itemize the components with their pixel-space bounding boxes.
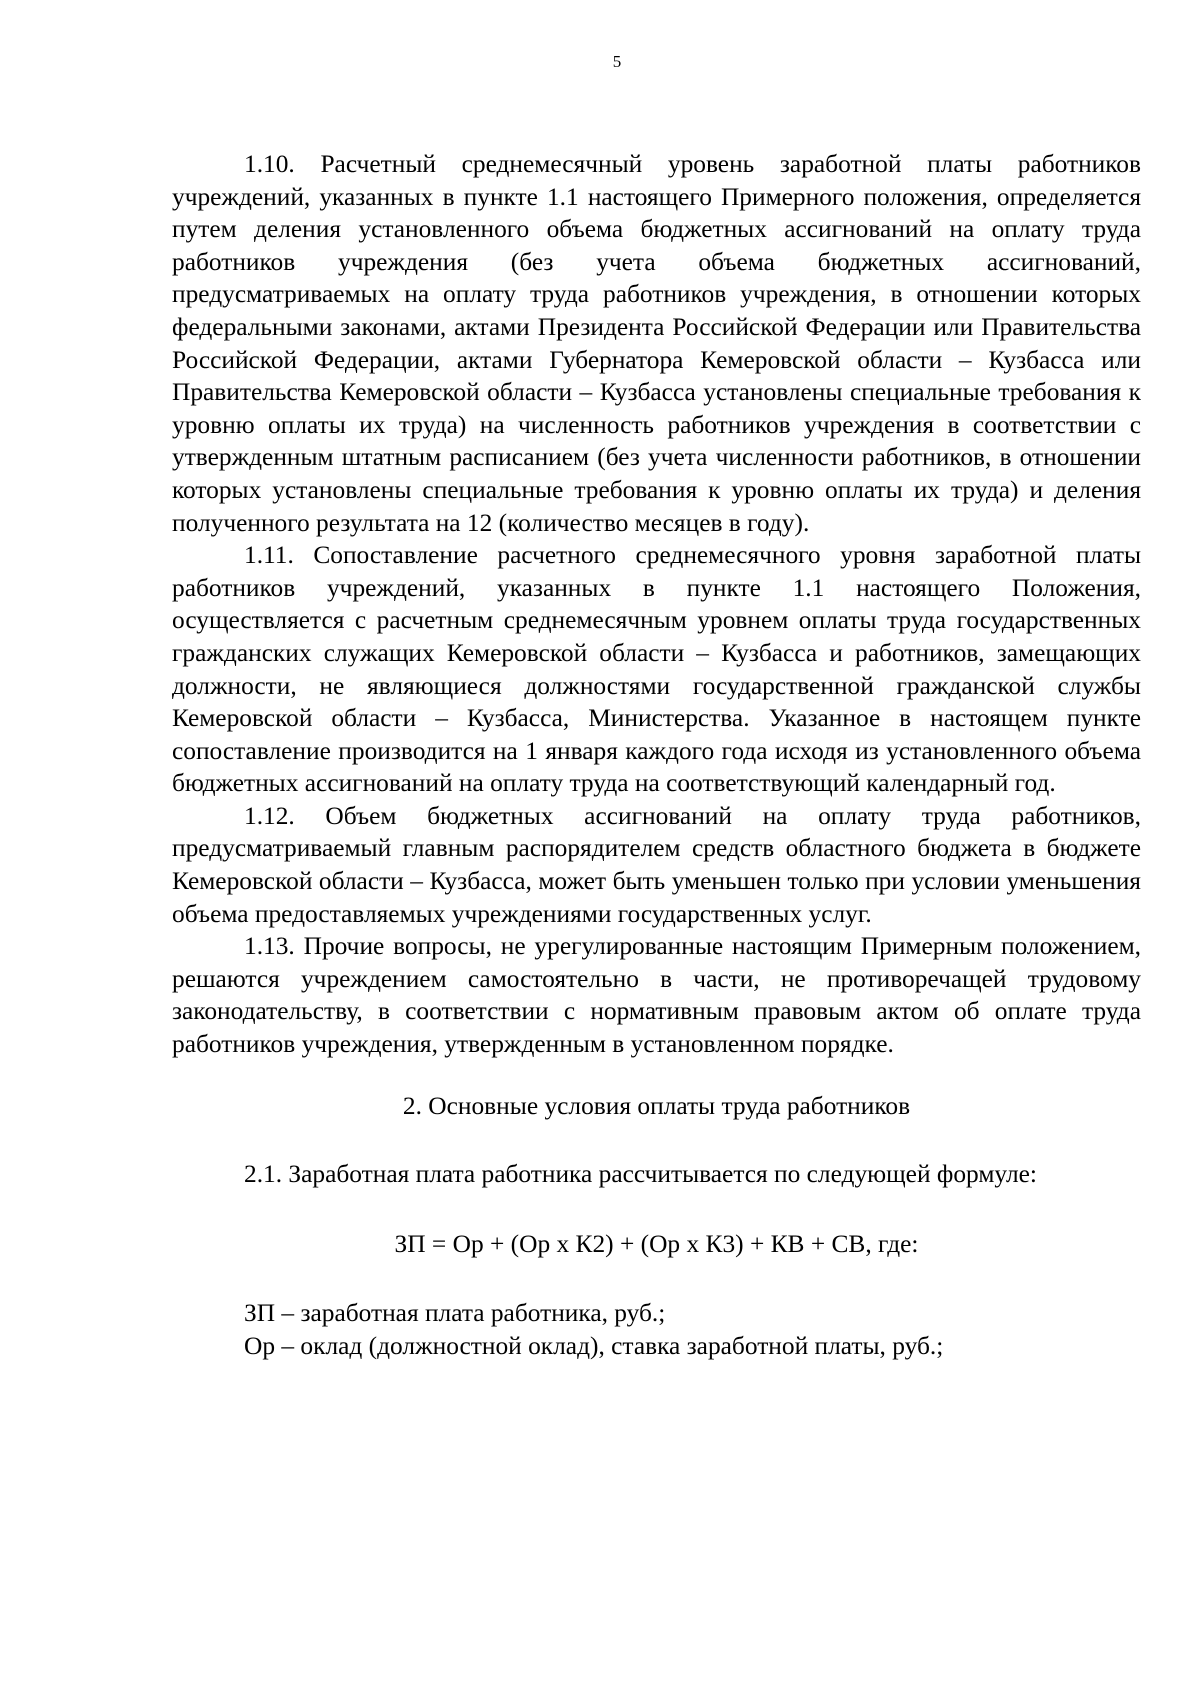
- formula-definitions: [244, 1297, 1141, 1362]
- paragraph-1-11: 1.11. Сопоставление расчетного среднемесячного уровня заработной платы работников учреждений, указанных в пункте 1.1 настоящего Положения, осуществляется с расчетным среднемесячным уровнем оплаты труда государственных гражданских служащих Кемеровской области – Кузбасса и работников, замещающих должности, не являющиеся должностями государственной гражданской службы Кемеровской области – Кузбасса, Министерства. Указанное в настоящем пункте сопоставление производится на 1 января каждого года исходя из установленного объема бюджетных ассигнований на оплату труда на соответствующий календарный год.: [172, 541, 1141, 798]
- formula-intro: 2.1. Заработная плата работника рассчитывается по следующей формуле:: [244, 1160, 1037, 1189]
- salary-formula: ЗП = Ор + (Ор х К2) + (Ор х К3) + КВ + СВ, где:: [394, 1229, 919, 1258]
- paragraph-1-10: 1.10. Расчетный среднемесячный уровень заработной платы работников учреждений, указанных в пункте 1.1 настоящего Примерного положения, определяется путем деления установленного объема бюджетных ассигнований на оплату труда работников учреждения (без учета объема бюджетных ассигнований, предусматриваемых на оплату труда работников учреждения, в отношении которых федеральными законами, актами Президента Российской Федерации или Правительства Российской Федерации, актами Губернатора Кемеровской области – Кузбасса или Правительства Кемеровской области – Кузбасса установлены специальные требования к уровню оплаты их труда) на численность работников учреждения в соответствии с утвержденным штатным расписанием (без учета численности работников, в отношении которых установлены специальные требования к уровню оплаты их труда) и деления полученного результата на 12 (количество месяцев в году).: [172, 150, 1141, 537]
- definition-item: ЗП – заработная плата работника, руб.;: [244, 1299, 666, 1328]
- definition-item: Ор – оклад (должностной оклад), ставка заработной платы, руб.;: [244, 1332, 944, 1360]
- document-body: [172, 148, 1141, 1363]
- page-number: 5: [612, 52, 622, 71]
- section-heading: 2. Основные условия оплаты труда работников: [402, 1091, 911, 1120]
- paragraph-1-12: 1.12. Объем бюджетных ассигнований на оплату труда работников, предусматриваемый главным распорядителем средств областного бюджета в бюджете Кемеровской области – Кузбасса, может быть уменьшен только при условии уменьшения объема предоставляемых учреждениями государственных услуг.: [172, 801, 1141, 928]
- paragraph-1-13: 1.13. Прочие вопросы, не урегулированные настоящим Примерным положением, решаются учреждением самостоятельно в части, не противоречащей трудовому законодательству, в соответствии с нормативным правовым актом об оплате труда работников учреждения, утвержденным в установленном порядке.: [172, 932, 1141, 1059]
